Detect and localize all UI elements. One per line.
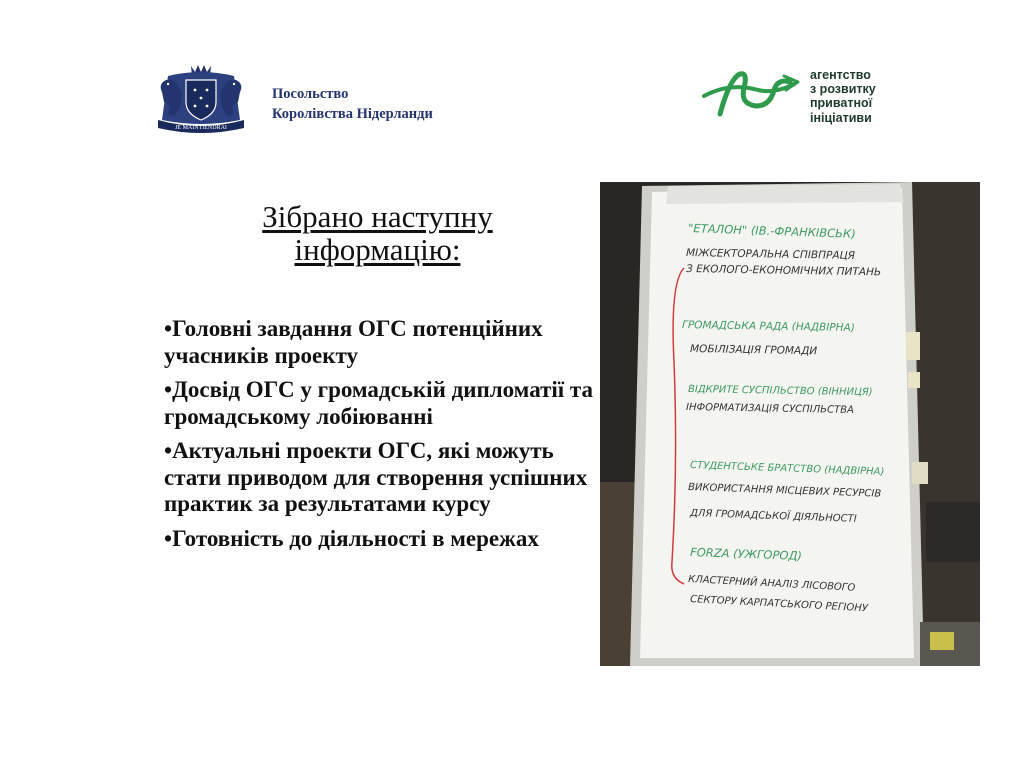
agency-line-4: ініціативи (810, 110, 872, 125)
flipchart-line: КЛАСТЕРНИЙ АНАЛІЗ ЛІСОВОГО (687, 574, 856, 594)
flipchart-line: МІЖСЕКТОРАЛЬНА СПІВПРАЦЯ (685, 247, 856, 262)
flipchart-line: "ЕТАЛОН" (ІВ.-ФРАНКІВСЬК) (687, 221, 856, 241)
bullet-text: Готовність до діяльності в мережах (172, 525, 539, 551)
agency-name (810, 68, 876, 125)
bullet-item: •Головні завдання ОГС потенційних учасників проекту (164, 316, 543, 368)
netherlands-coat-of-arms-logo (148, 62, 254, 134)
embassy-line-2: Королівства Нідерланди (272, 106, 433, 122)
flipchart-line: ГРОМАДСЬКА РАДА (НАДВІРНА) (681, 319, 855, 335)
agency-line-3: приватної (810, 96, 873, 111)
agency-line-1: агентство (810, 68, 871, 82)
bullet-text: Досвід ОГС у громадській дипломатії та громадському лобіюванні (164, 377, 594, 429)
bullet-item: •Актуальні проекти ОГС, які можуть стати приводом для створення успішних практик за результатами курсу (164, 438, 588, 516)
flipchart-photo (600, 182, 980, 666)
slide-title-line-2: інформацію: (294, 232, 461, 267)
flipchart-line: З ЕКОЛОГО-ЕКОНОМІЧНИХ ПИТАНЬ (685, 263, 882, 279)
agency-logo-swoosh (700, 64, 810, 122)
agency-line-2: з розвитку (810, 82, 876, 97)
slide-title (205, 200, 550, 266)
flipchart-line: СТУДЕНТСЬКЕ БРАТСТВО (НАДВІРНА) (689, 460, 885, 478)
flipchart-line: СЕКТОРУ КАРПАТСЬКОГО РЕГІОНУ (689, 594, 869, 615)
flipchart-line: FORZA (УЖГОРОД) (689, 545, 803, 563)
embassy-line-1: Посольство (272, 86, 349, 102)
flipchart-line: ДЛЯ ГРОМАДСЬКОЇ ДІЯЛЬНОСТІ (689, 508, 857, 525)
motto-text: JE MAINTIENDRAI (175, 125, 227, 131)
slide-title-line-1: Зібрано наступну (262, 199, 493, 234)
flipchart-line: ІНФОРМАТИЗАЦІЯ СУСПІЛЬСТВА (685, 402, 854, 416)
flipchart-line: ВИКОРИСТАННЯ МІСЦЕВИХ РЕСУРСІВ (687, 482, 882, 500)
flipchart-line: МОБІЛІЗАЦІЯ ГРОМАДИ (689, 343, 818, 358)
embassy-name (272, 84, 433, 124)
bullet-text: Головні завдання ОГС потенційних учасників проекту (164, 316, 543, 368)
bullet-item: •Готовність до діяльності в мережах (164, 525, 539, 551)
bullet-list (164, 316, 594, 560)
flipchart-line: ВІДКРИТЕ СУСПІЛЬСТВО (ВІННИЦЯ) (687, 384, 873, 399)
bullet-text: Актуальні проекти ОГС, які можуть стати приводом для створення успішних практик за результатами курсу (164, 438, 588, 516)
bullet-item: •Досвід ОГС у громадській дипломатії та громадському лобіюванні (164, 377, 594, 429)
